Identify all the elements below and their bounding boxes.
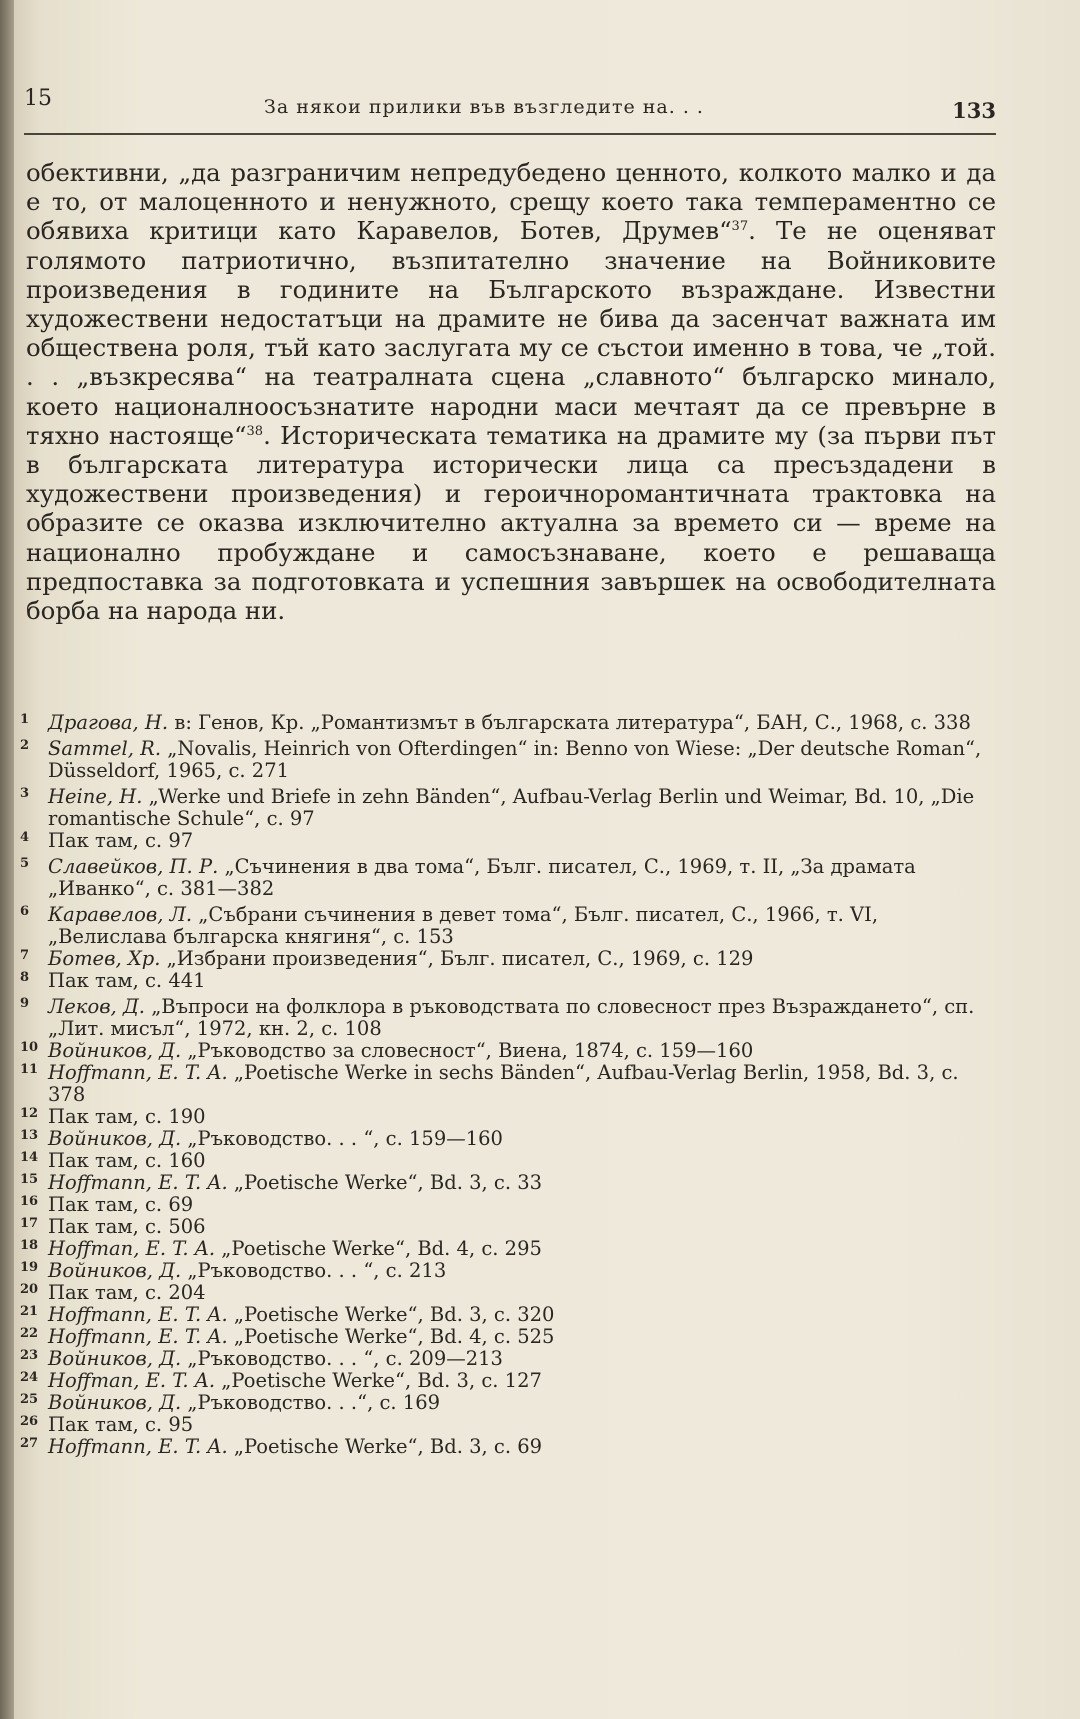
footnote-author: Heine, H. xyxy=(48,785,143,808)
footnote-number: 2 xyxy=(20,738,30,753)
body-text-part-1: обективни, „да разграничим непредубедено ценното, колкото малко и да е то, от малоценното и ненужното, срещу което така темпераментно се обявиха критици като Каравелов, Ботев, Друмев“ xyxy=(26,158,996,246)
footnote-text: „Poetische Werke“, Bd. 3, c. 127 xyxy=(215,1369,542,1392)
footnote-number: 16 xyxy=(20,1194,39,1209)
footnote-text: „Novalis, Heinrich von Ofterdingen“ in: Benno von Wiese: „Der deutsche Roman“, Düsseldorf, 1965, c. 271 xyxy=(48,737,982,782)
footnote-text: „Ръководство. . .“, с. 169 xyxy=(181,1391,441,1414)
footnote-number: 26 xyxy=(20,1414,39,1429)
footnote-number: 27 xyxy=(20,1436,39,1451)
footnote-number: 24 xyxy=(20,1370,39,1385)
footnote-text: Пак там, с. 441 xyxy=(48,969,206,992)
footnote-number: 4 xyxy=(20,830,30,845)
footnote-text: „Poetische Werke“, Bd. 3, c. 33 xyxy=(227,1171,543,1194)
footnote-author: Войников, Д. xyxy=(48,1391,182,1414)
footnote-number: 23 xyxy=(20,1348,39,1363)
header-rule xyxy=(24,133,996,135)
footnote-text: „Избрани произведения“, Бълг. писател, С., 1969, с. 129 xyxy=(160,947,754,970)
footnote-number: 22 xyxy=(20,1326,39,1341)
footnote xyxy=(20,1370,1000,1392)
footnote xyxy=(20,1216,1000,1238)
footnote-text: Пак там, с. 95 xyxy=(48,1413,194,1436)
footnote-author: Hoffmann, E. T. A. xyxy=(48,1303,228,1326)
footnote xyxy=(20,786,1000,830)
footnote-text: „Ръководство. . . “, с. 213 xyxy=(181,1259,447,1282)
footnote xyxy=(20,1414,1000,1436)
footnote xyxy=(20,1172,1000,1194)
footnote-author: Войников, Д. xyxy=(48,1259,182,1282)
footnote-text: „Poetische Werke“, Bd. 3, c. 69 xyxy=(227,1435,543,1458)
footnote xyxy=(20,1304,1000,1326)
footnote-author: Ботев, Хр. xyxy=(48,947,161,970)
footnote-text: „Ръководство. . . “, с. 159—160 xyxy=(181,1127,503,1150)
footnote xyxy=(20,712,1000,734)
footnote-number: 6 xyxy=(20,904,30,919)
footnote xyxy=(20,1260,1000,1282)
footnote xyxy=(20,996,1000,1040)
footnote-text: „Poetische Werke in sechs Bänden“, Aufbau-Verlag Berlin, 1958, Bd. 3, c. 378 xyxy=(48,1061,959,1106)
footnote-number: 5 xyxy=(20,856,30,871)
footnote xyxy=(20,830,1000,852)
footnote-text: „Събрани съчинения в девет тома“, Бълг. писател, С., 1966, т. VI, „Велислава българска княгиня“, с. 153 xyxy=(48,903,879,948)
book-spine-shadow xyxy=(0,0,14,1719)
footnote-number: 7 xyxy=(20,948,30,963)
footnote xyxy=(20,1348,1000,1370)
footnote-text: „Въпроси на фолклора в ръководствата по словесност през Възраждането“, сп. „Лит. мисъл“, 1972, кн. 2, с. 108 xyxy=(48,995,975,1040)
footnote-author: Войников, Д. xyxy=(48,1039,182,1062)
footnote xyxy=(20,1194,1000,1216)
footnote-number: 17 xyxy=(20,1216,39,1231)
footnote xyxy=(20,970,1000,992)
footnote xyxy=(20,1436,1000,1458)
running-title: За някои прилики във възгледите на. . . xyxy=(264,96,704,118)
footnote-author: Драгова, Н. xyxy=(48,711,169,734)
footnote-author: Каравелов, Л. xyxy=(48,903,193,926)
footnote xyxy=(20,1238,1000,1260)
footnote-author: Hoffmann, E. T. A. xyxy=(48,1061,228,1084)
footnote xyxy=(20,738,1000,782)
footnote-author: Войников, Д. xyxy=(48,1127,182,1150)
footnote-text: Пак там, с. 190 xyxy=(48,1105,206,1128)
footnote-number: 8 xyxy=(20,970,30,985)
footnote-number: 13 xyxy=(20,1128,39,1143)
footnote xyxy=(20,1106,1000,1128)
body-paragraph xyxy=(26,158,996,625)
footnote-number: 15 xyxy=(20,1172,39,1187)
body-text-part-2: . Те не оценяват голямото патриотично, възпитателно значение на Войниковите произведения в годините на Българското възраждане. Известни художествени недостатъци на драмите не бива да засенчат важната им обществена роля, тъй като заслугата му се състои именно в това, че „той. . . „възкресява“ на театралната сцена „славното“ българско минало, което националноосъзнатите народни маси мечтаят да се превърне в тяхно настояще“ xyxy=(26,216,996,450)
page-number: 133 xyxy=(952,98,996,123)
footnote-text: Пак там, с. 69 xyxy=(48,1193,194,1216)
footnote xyxy=(20,1150,1000,1172)
body-text-part-3: . Историческата тематика на драмите му (за първи път в българската литература исторически лица са пресъздадени в художествени произведения) и героичноромантичната трактовка на образите се оказва изключително актуална за времето си — време на национално пробуждане и самосъзнаване, което е решаваща предпоставка за подготовката и успешния завършек на освободителната борба на народа ни. xyxy=(26,420,996,626)
footnote xyxy=(20,1062,1000,1106)
footnote-author: Hoffmann, E. T. A. xyxy=(48,1435,228,1458)
footnote xyxy=(20,948,1000,970)
footnote-author: Леков, Д. xyxy=(48,995,145,1018)
footnote-number: 9 xyxy=(20,996,30,1011)
footnote-number: 19 xyxy=(20,1260,39,1275)
footnote-number: 14 xyxy=(20,1150,39,1165)
footnote-number: 20 xyxy=(20,1282,39,1297)
footnote-text: Пак там, с. 204 xyxy=(48,1281,206,1304)
footnote-number: 21 xyxy=(20,1304,39,1319)
footnote-text: „Werke und Briefe in zehn Bänden“, Aufbau-Verlag Berlin und Weimar, Bd. 10, „Die romantische Schule“, c. 97 xyxy=(48,785,975,830)
footnote-text: Пак там, с. 160 xyxy=(48,1149,206,1172)
footnote-number: 11 xyxy=(20,1062,39,1077)
footnote-author: Hoffman, E. T. A. xyxy=(48,1369,216,1392)
footnote-author: Hoffmann, E. T. A. xyxy=(48,1325,228,1348)
footnote xyxy=(20,1392,1000,1414)
footnote-text: „Ръководство за словесност“, Виена, 1874, с. 159—160 xyxy=(181,1039,754,1062)
footnote-number: 1 xyxy=(20,712,30,727)
footnote-text: „Poetische Werke“, Bd. 4, c. 525 xyxy=(227,1325,555,1348)
footnote-author: Hoffman, E. T. A. xyxy=(48,1237,216,1260)
footnote-text: „Poetische Werke“, Bd. 3, c. 320 xyxy=(227,1303,555,1326)
left-page-number: 15 xyxy=(24,86,52,111)
footnote xyxy=(20,1128,1000,1150)
footnote-text: Пак там, с. 97 xyxy=(48,829,194,852)
footnote-number: 12 xyxy=(20,1106,39,1121)
footnote-text: „Poetische Werke“, Bd. 4, c. 295 xyxy=(215,1237,542,1260)
footnotes-list xyxy=(20,712,1000,1458)
footnote-text: Пак там, с. 506 xyxy=(48,1215,206,1238)
footnote-author: Sammel, R. xyxy=(48,737,162,760)
footnote-author: Славейков, П. Р. xyxy=(48,855,219,878)
footnote-number: 25 xyxy=(20,1392,39,1407)
footnote-ref-37: 37 xyxy=(731,219,749,235)
footnote-author: Войников, Д. xyxy=(48,1347,182,1370)
footnote xyxy=(20,904,1000,948)
footnote-text: „Ръководство. . . “, с. 209—213 xyxy=(181,1347,503,1370)
page-header xyxy=(24,86,996,130)
footnote xyxy=(20,1040,1000,1062)
footnote-number: 18 xyxy=(20,1238,39,1253)
footnote-text: в: Генов, Кр. „Романтизмът в българската литература“, БАН, С., 1968, с. 338 xyxy=(168,711,971,734)
footnote-ref-38: 38 xyxy=(246,423,264,439)
footnote-text: „Съчинения в два тома“, Бълг. писател, С., 1969, т. II, „За драмата „Иванко“, с. 381—382 xyxy=(48,855,916,900)
footnote xyxy=(20,1282,1000,1304)
footnote-number: 10 xyxy=(20,1040,39,1055)
footnote xyxy=(20,856,1000,900)
footnote-number: 3 xyxy=(20,786,30,801)
footnote-author: Hoffmann, E. T. A. xyxy=(48,1171,228,1194)
footnote xyxy=(20,1326,1000,1348)
